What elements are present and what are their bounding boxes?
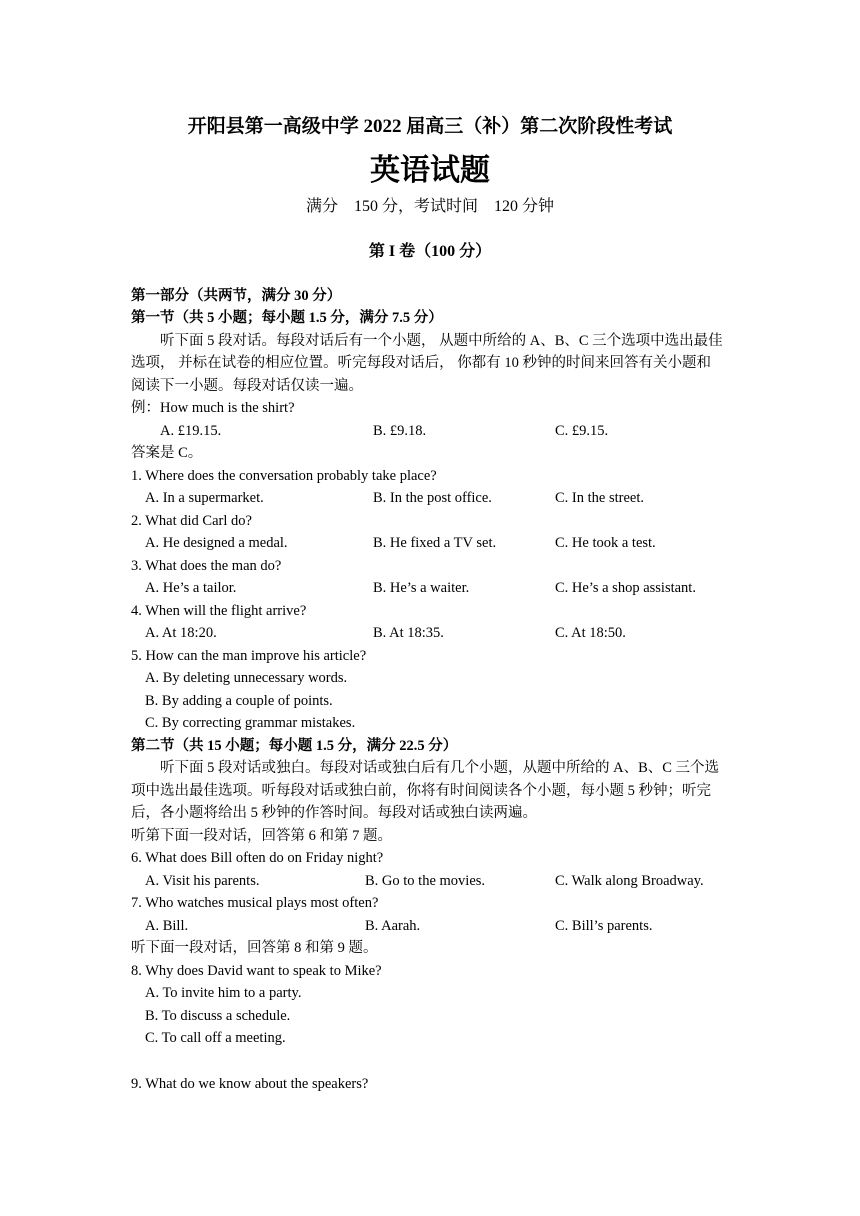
- q6-option-b: B. Go to the movies.: [365, 873, 486, 889]
- q1-option-b: B. In the post office.: [373, 490, 492, 506]
- q4-option-b: B. At 18:35.: [373, 625, 444, 641]
- q2-option-c: C. He took a test.: [555, 535, 656, 551]
- question-4: 4. When will the flight arrive?: [131, 603, 307, 619]
- instruction-line: 听下面 5 段对话或独白。每段对话或独白后有几个小题，从题中所给的 A、B、C 三个选: [160, 760, 720, 776]
- example-option-a: A. £19.15.: [160, 423, 222, 439]
- question-9: 9. What do we know about the speakers?: [131, 1076, 369, 1092]
- q5-option-b: B. By adding a couple of points.: [145, 693, 333, 709]
- q7-option-a: A. Bill.: [145, 918, 189, 934]
- q6-option-a: A. Visit his parents.: [145, 873, 260, 889]
- q3-option-c: C. He’s a shop assistant.: [555, 580, 696, 596]
- example-option-c: C. £9.15.: [555, 423, 609, 439]
- instruction-line: 听下面 5 段对话。每段对话后有一个小题， 从题中所给的 A、B、C 三个选项中选出最佳: [160, 333, 723, 349]
- section2-title: 第二节（共 15 小题；每小题 1.5 分，满分 22.5 分）: [131, 738, 458, 754]
- q2-option-b: B. He fixed a TV set.: [373, 535, 497, 551]
- school-title: 开阳县第一高级中学 2022 届高三（补）第二次阶段性考试: [187, 116, 673, 137]
- question-6: 6. What does Bill often do on Friday night?: [131, 850, 384, 866]
- instruction-line: 阅读下一小题。每段对话仅读一遍。: [131, 378, 363, 394]
- example-question: 例：How much is the shirt?: [131, 400, 295, 416]
- q5-option-a: A. By deleting unnecessary words.: [145, 670, 348, 686]
- question-7: 7. Who watches musical plays most often?: [131, 895, 379, 911]
- q8-option-b: B. To discuss a schedule.: [145, 1008, 291, 1024]
- q7-option-c: C. Bill’s parents.: [555, 918, 653, 934]
- dialog-intro: 听下面一段对话，回答第 8 和第 9 题。: [131, 940, 378, 956]
- q8-option-c: C. To call off a meeting.: [145, 1030, 286, 1046]
- volume-title: 第 I 卷（100 分）: [368, 243, 492, 260]
- question-5: 5. How can the man improve his article?: [131, 648, 367, 664]
- section1-title: 第一节（共 5 小题；每小题 1.5 分，满分 7.5 分）: [131, 310, 443, 326]
- subject-title: 英语试题: [370, 154, 490, 187]
- q5-option-c: C. By correcting grammar mistakes.: [145, 715, 356, 731]
- q6-option-c: C. Walk along Broadway.: [555, 873, 704, 889]
- q3-option-a: A. He’s a tailor.: [145, 580, 237, 596]
- question-3: 3. What does the man do?: [131, 558, 282, 574]
- instruction-line: 后，各小题将给出 5 秒钟的作答时间。每段对话或独白读两遍。: [131, 805, 537, 821]
- example-answer: 答案是 C。: [131, 445, 203, 461]
- dialog-intro: 听第下面一段对话，回答第 6 和第 7 题。: [131, 828, 392, 844]
- q4-option-a: A. At 18:20.: [145, 625, 217, 641]
- question-2: 2. What did Carl do?: [131, 513, 252, 529]
- q3-option-b: B. He’s a waiter.: [373, 580, 470, 596]
- q7-option-b: B. Aarah.: [365, 918, 421, 934]
- q2-option-a: A. He designed a medal.: [145, 535, 288, 551]
- instruction-line: 选项， 并标在试卷的相应位置。听完每段对话后， 你都有 10 秒钟的时间来回答有关小题和: [131, 355, 711, 371]
- example-option-b: B. £9.18.: [373, 423, 427, 439]
- q1-option-c: C. In the street.: [555, 490, 644, 506]
- instruction-line: 项中选出最佳选项。听每段对话或独白前，你将有时间阅读各个小题，每小题 5 秒钟；听完: [131, 783, 711, 799]
- question-1: 1. Where does the conversation probably take place?: [131, 468, 437, 484]
- score-info: 满分 150 分，考试时间 120 分钟: [305, 198, 554, 215]
- q1-option-a: A. In a supermarket.: [145, 490, 264, 506]
- question-8: 8. Why does David want to speak to Mike?: [131, 963, 382, 979]
- q8-option-a: A. To invite him to a party.: [145, 985, 302, 1001]
- q4-option-c: C. At 18:50.: [555, 625, 626, 641]
- part1-title: 第一部分（共两节，满分 30 分）: [131, 288, 342, 304]
